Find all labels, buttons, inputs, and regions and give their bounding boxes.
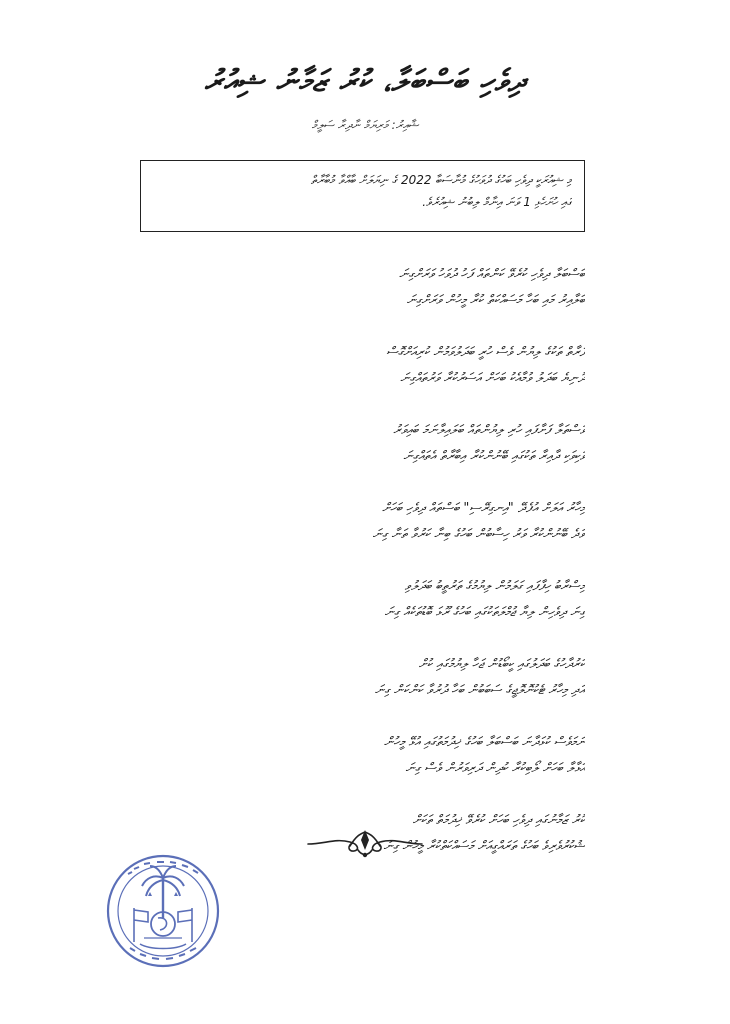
notice-line-1: މި ޝިއުރަކީ ދިވެހި ބަހުގެ ދުވަހުގެ މުނާސަބާ 2022 ގެ ނިޔަލަށް ބާއްވާ މުބާރާތް (310, 173, 572, 187)
stanza (140, 574, 585, 652)
verse-line: ނަމަވެސް ކުޅަދާނަ ބަސްބަލާ ބަހުގެ ޚިދުމަތުގައި އުޅޭ މީހުން (384, 735, 585, 750)
verse-line: ވަސްތަލާ ފަށާފައި ހުރި ލިޔުންތައް ބަލައިލާނަމަ ބައިވަރު (393, 423, 585, 438)
verse-line: ވަދެ ބޭނުންކުރާ ވަރު ހިސާބުން ބަހުގެ ބިނާ ކަރުވާ ތަނާ ގިނަ (372, 527, 585, 542)
verse-line: ދުނިޔެ ބަދަލު ވުމާއެކު ބަހަށް އަސަރުކުރާ ވަރުތައްގިނަ (400, 371, 585, 386)
verse-line: ކުރު ޒަމާނުގައި ދިވެހި ބަހަށް ކުރެވޭ ޚިދުމަތް ތަކަށް (412, 813, 585, 828)
stanza (140, 340, 585, 418)
stanza (140, 730, 585, 808)
verse-line: ފަރާތް ތަކުގެ ލިޔުން ވެސް ހުރީ ބަދަލުވަމުން ކުރިއަށްގޮސް (386, 345, 585, 360)
verse-line: އަޅާލާ ބަހަށް ލޯބިކުރާ ކުދިން ދަރިވަރުން ވެސް ގިނަ (405, 761, 585, 776)
stanza (140, 652, 585, 730)
notice-box (140, 160, 585, 232)
verse-line: މިހާރު އަލަށް އުފެދޭ "އިނގިރޭސި" ބަސްތައް ދިވެހި ބަހަށް (382, 501, 585, 516)
verse-line: ބަސްބަލާ ދިވެހި ކުރެވޭ ކަންތައް ފަހު ދުވަހު ވަރަށްގިނަ (399, 267, 585, 282)
poem-body (140, 262, 585, 886)
verse-line: ބަލާއިރު މައި ބަހާ މަސައްކަތް ކުރާ މީހުން ވަރަށްގިނަ (406, 293, 585, 308)
poem-title: ދިވެހި ބަސްބަލާ، ކުރު ޒަމާނު ޝިއުރު (204, 64, 526, 99)
verse-line: އަދި މިހާރު ޓެކުނޮލޮޖީގެ ސަބަބުން ބަހާ ދުރުވާ ކަންކަން ގިނަ (374, 683, 585, 698)
notice-line-2: ގައި ހުށަހެޅި 1 ވަނަ އިނާމް ލިބުނު ޝިއުރެވެ. (422, 195, 572, 209)
ornament-flourish-icon (300, 824, 430, 864)
verse-line: ޝުކުރުވެރިވެ ބަހުގެ ތަރައްގީއަށް މަސައްކަތްކުރާ މީހުން ގިނަ (383, 839, 585, 854)
verse-line: ވަކިވަކި ދާއިރާ ތަކުގައި ބޭނުންކުރާ އިބާރާތް އެތައްގިނަ (403, 449, 585, 464)
official-seal-icon (104, 852, 222, 970)
verse-line: މިސްރާބު ހިފާފައި ގަލަމުން ލިޔުމުގެ ތަރުތީބު ބަދަލުވި (404, 579, 585, 594)
stanza (140, 496, 585, 574)
poem-author: ޝާއިރު: މަރިޔަމް ނާދިރާ ސަލީމް (311, 118, 419, 132)
stanza (140, 262, 585, 340)
stanza (140, 418, 585, 496)
verse-line: ކަރުދާހުގެ ބަދަލުގައި ކީބޯޑުން ޖަހާ ލިޔުމުގައި ކުށް (418, 657, 585, 672)
verse-line: ގިނަ ދިވެހިން ލިޔާ ޖުމްލަތަކުގައި ބަހުގެ ރޫޅަ ބޮޑުތަކެއް ގިނަ (384, 605, 585, 620)
